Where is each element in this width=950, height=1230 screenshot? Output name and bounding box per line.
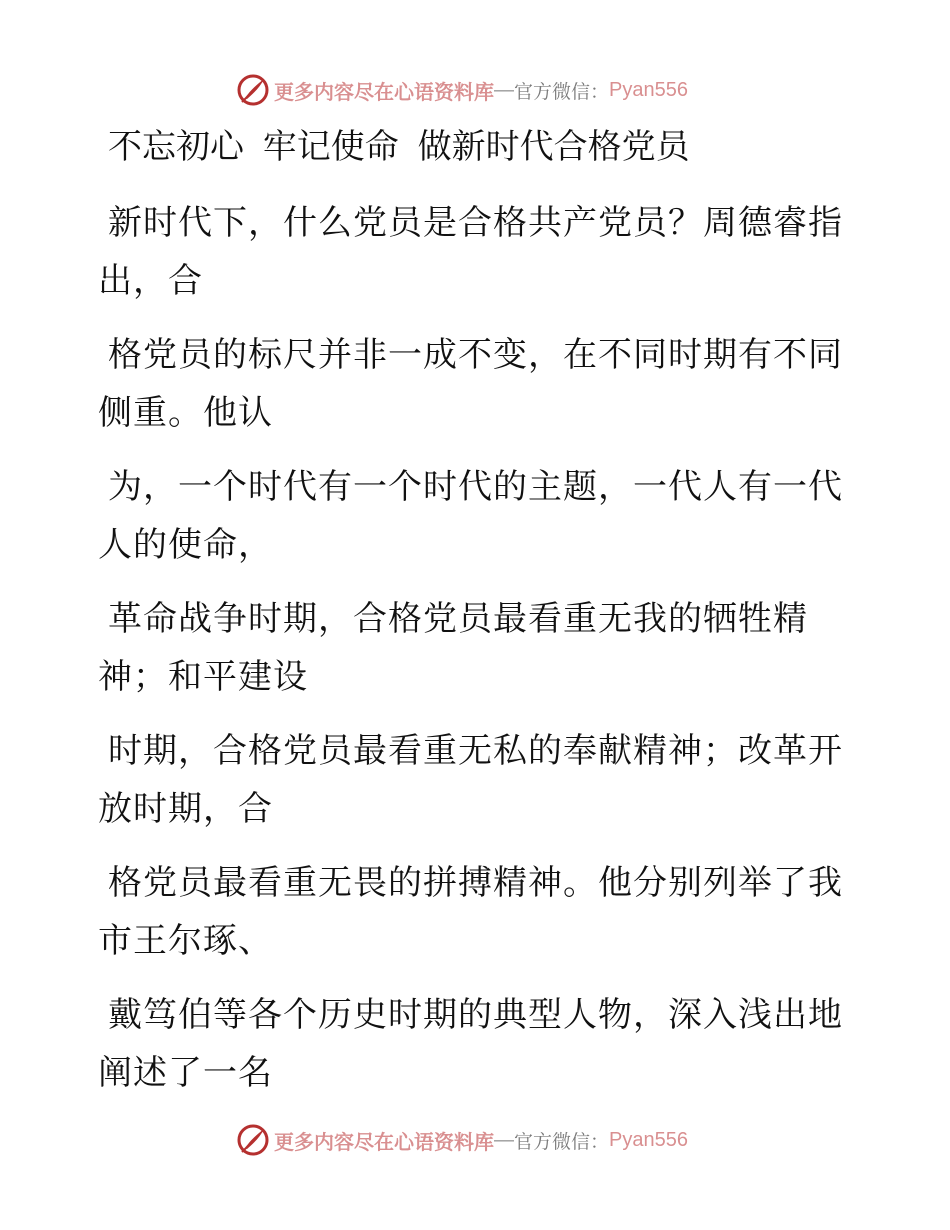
paragraph-line: 时期，合格党员最看重无私的奉献精神；改革开 [108, 731, 843, 771]
banner-wechat-label: 官方微信： [514, 80, 610, 103]
paragraph [98, 194, 843, 310]
paragraph-line: 戴笃伯等各个历史时期的典型人物，深入浅出地 [108, 995, 843, 1035]
paragraph-line: 放时期，合 [98, 789, 273, 829]
paragraph-line: 神；和平建设 [98, 657, 308, 697]
paragraph-line: 新时代下，什么党员是合格共产党员？周德睿指 [108, 203, 843, 243]
paragraph-line: 侧重。他认 [98, 393, 273, 433]
paragraph [98, 326, 843, 442]
paragraph [98, 458, 843, 574]
paragraph [98, 590, 838, 706]
banner-wechat-id: Pyan556 [609, 1128, 688, 1151]
banner-separator: — [494, 78, 514, 101]
paragraph [98, 722, 843, 838]
banner-separator: — [494, 1128, 514, 1151]
quill-logo-icon [236, 1123, 270, 1157]
paragraph-line: 格党员的标尺并非一成不变，在不同时期有不同 [108, 335, 843, 375]
header-banner [236, 72, 688, 108]
footer-banner [236, 1122, 688, 1158]
paragraph-line: 革命战争时期，合格党员最看重无我的牺牲精 [108, 599, 808, 639]
paragraph-line: 市王尔琢、 [98, 921, 273, 961]
paragraph [98, 986, 843, 1102]
document-title: 不忘初心 牢记使命 做新时代合格党员 [108, 127, 690, 167]
paragraph-line: 为，一个时代有一个时代的主题，一代人有一代 [108, 467, 843, 507]
paragraph-line: 出，合 [98, 261, 203, 301]
banner-brand-text: 更多内容尽在心语资料库 [274, 1129, 494, 1154]
banner-wechat-id: Pyan556 [609, 78, 688, 101]
banner-brand-text: 更多内容尽在心语资料库 [274, 79, 494, 104]
paragraph-line: 人的使命， [98, 525, 273, 565]
paragraph [98, 854, 843, 970]
banner-wechat-label: 官方微信： [514, 1130, 610, 1153]
quill-logo-icon [236, 73, 270, 107]
paragraph-line: 阐述了一名 [98, 1053, 273, 1093]
paragraph-line: 格党员最看重无畏的拼搏精神。他分别列举了我 [108, 863, 843, 903]
